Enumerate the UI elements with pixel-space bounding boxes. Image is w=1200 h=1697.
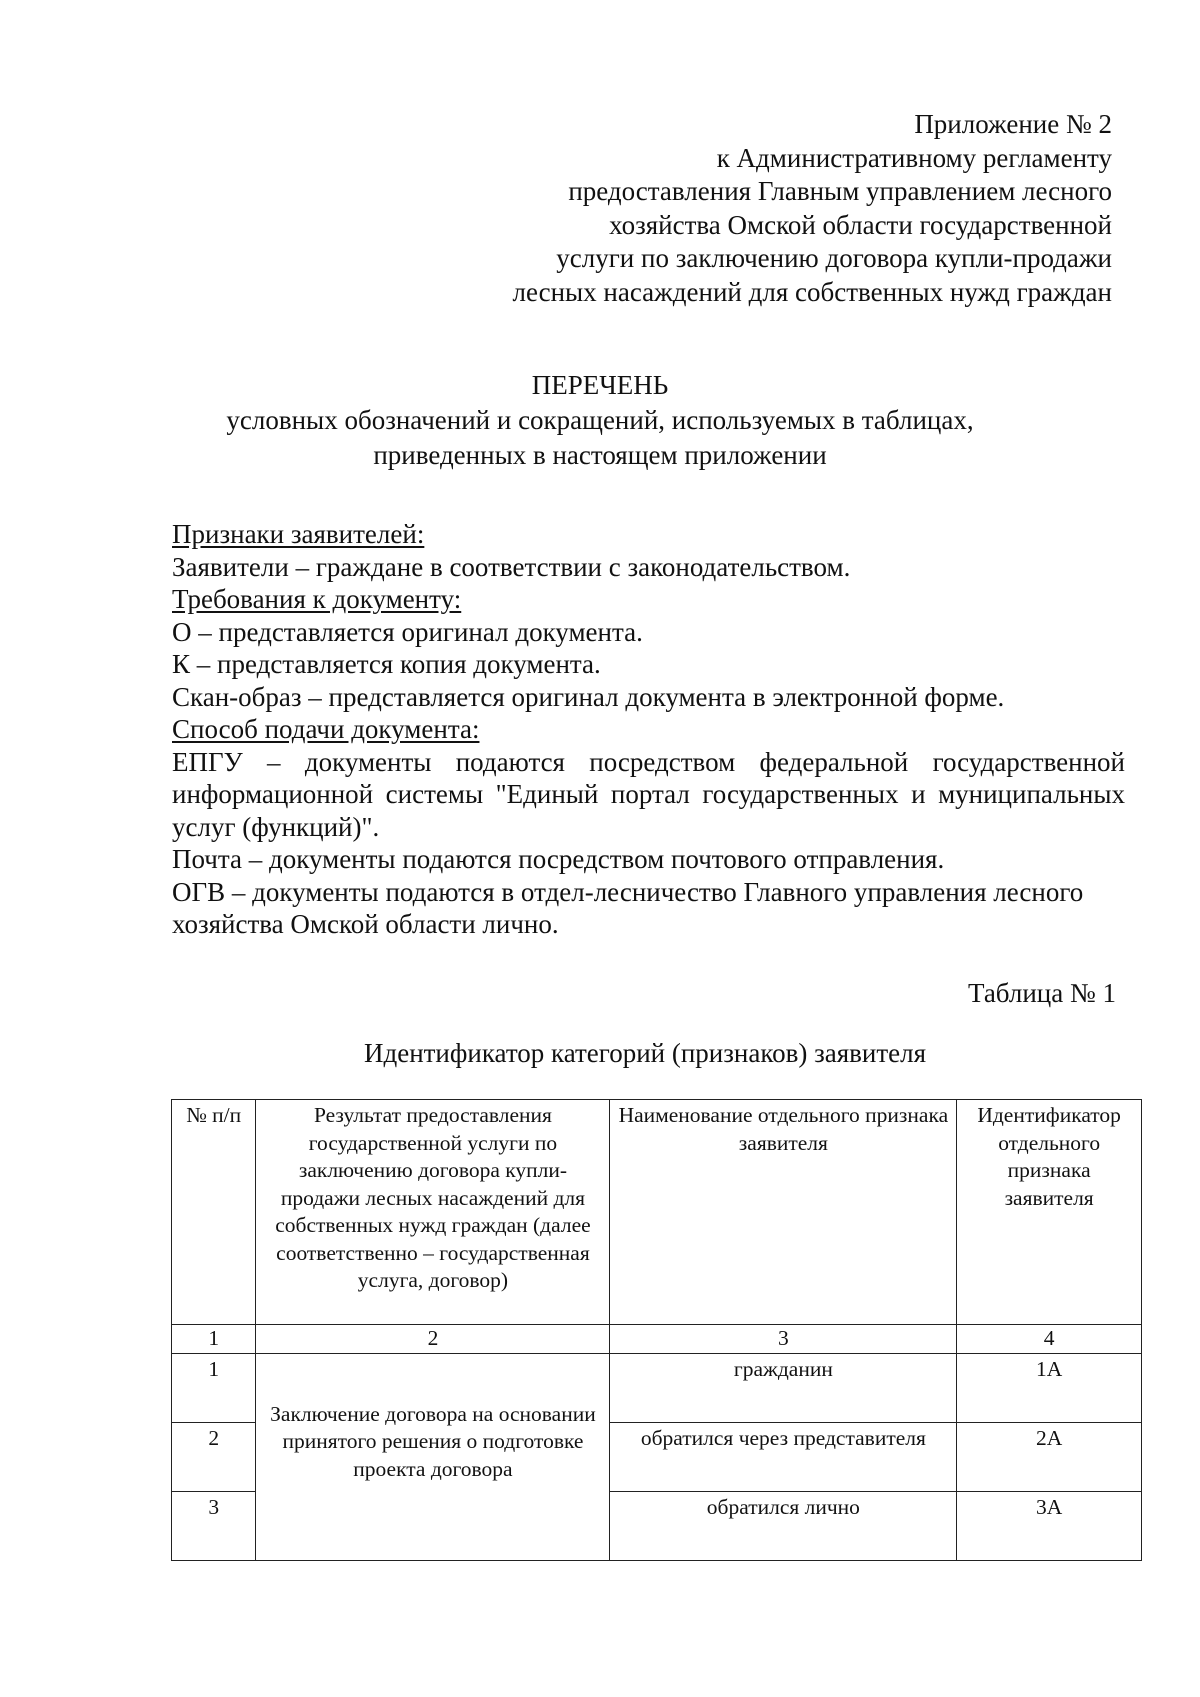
merged-result-cell: Заключение договора на основании принятого решения о подготовке проекта договора (256, 1354, 610, 1561)
requirement-copy: К – представляется копия документа. (172, 649, 601, 679)
method-post: Почта – документы подаются посредством почтового отправления. (172, 844, 945, 874)
header-result: Результат предоставления государственной услуги по заключению договора купли-продажи лесных насаждений для собственных нужд граждан (далее соответственно – государственная услуга, договор) (256, 1100, 610, 1325)
column-number: 2 (256, 1325, 610, 1354)
row-attr-id: 1А (957, 1354, 1142, 1423)
header-attr-id: Идентификатор отдельного признака заявителя (957, 1100, 1142, 1325)
appendix-line: услуги по заключению договора купли-продажи (556, 243, 1112, 273)
column-number-row (172, 1325, 1142, 1354)
applicants-heading: Признаки заявителей: (172, 519, 425, 549)
appendix-line: предоставления Главным управлением лесного (568, 176, 1112, 206)
appendix-line: хозяйства Омской области государственной (609, 209, 1112, 240)
method-ogv: ОГВ – документы подаются в отдел-лесничество Главного управления лесного хозяйства Омской области лично. (172, 876, 1084, 939)
title-line: условных обозначений и сокращений, используемых в таблицах, (226, 405, 974, 435)
row-attr-name: обратился лично (610, 1492, 957, 1561)
row-attr-name: гражданин (610, 1354, 957, 1423)
title-line: приведенных в настоящем приложении (373, 440, 827, 470)
table-header-row (172, 1100, 1142, 1325)
appendix-line: лесных насаждений для собственных нужд граждан (512, 276, 1112, 307)
method-epgu: ЕПГУ – документы подаются посредством федеральной государственной информационной системы "Единый портал государственных и муниципальных услуг (функций)". (172, 746, 1125, 842)
requirement-original: О – представляется оригинал документа. (172, 616, 643, 647)
row-attr-id: 3А (957, 1492, 1142, 1561)
header-attr-name: Наименование отдельного признака заявителя (610, 1100, 957, 1325)
header-num: № п/п (172, 1100, 256, 1325)
column-number: 4 (957, 1325, 1142, 1354)
requirements-heading: Требования к документу: (172, 584, 462, 614)
requirement-scan: Скан-образ – представляется оригинал документа в электронной форме. (172, 681, 1005, 712)
method-heading: Способ подачи документа: (172, 714, 480, 744)
row-attr-name: обратился через представителя (610, 1423, 957, 1492)
row-attr-id: 2А (957, 1423, 1142, 1492)
document-title (0, 368, 1200, 473)
appendix-header (512, 108, 1112, 309)
table-number: Таблица № 1 (968, 978, 1116, 1008)
row-num: 2 (172, 1423, 256, 1492)
row-num: 3 (172, 1492, 256, 1561)
title-heading: ПЕРЕЧЕНЬ (531, 370, 669, 400)
legend-section (172, 518, 1125, 941)
column-number: 1 (172, 1325, 256, 1354)
row-num: 1 (172, 1354, 256, 1423)
applicant-identifier-table (171, 1099, 1142, 1561)
appendix-line: к Административному регламенту (716, 142, 1112, 173)
column-number: 3 (610, 1325, 957, 1354)
appendix-line: Приложение № 2 (914, 109, 1112, 139)
applicants-text: Заявители – граждане в соответствии с законодательством. (172, 551, 851, 582)
table-row (172, 1354, 1142, 1423)
table-caption: Идентификатор категорий (признаков) заявителя (363, 1038, 927, 1068)
